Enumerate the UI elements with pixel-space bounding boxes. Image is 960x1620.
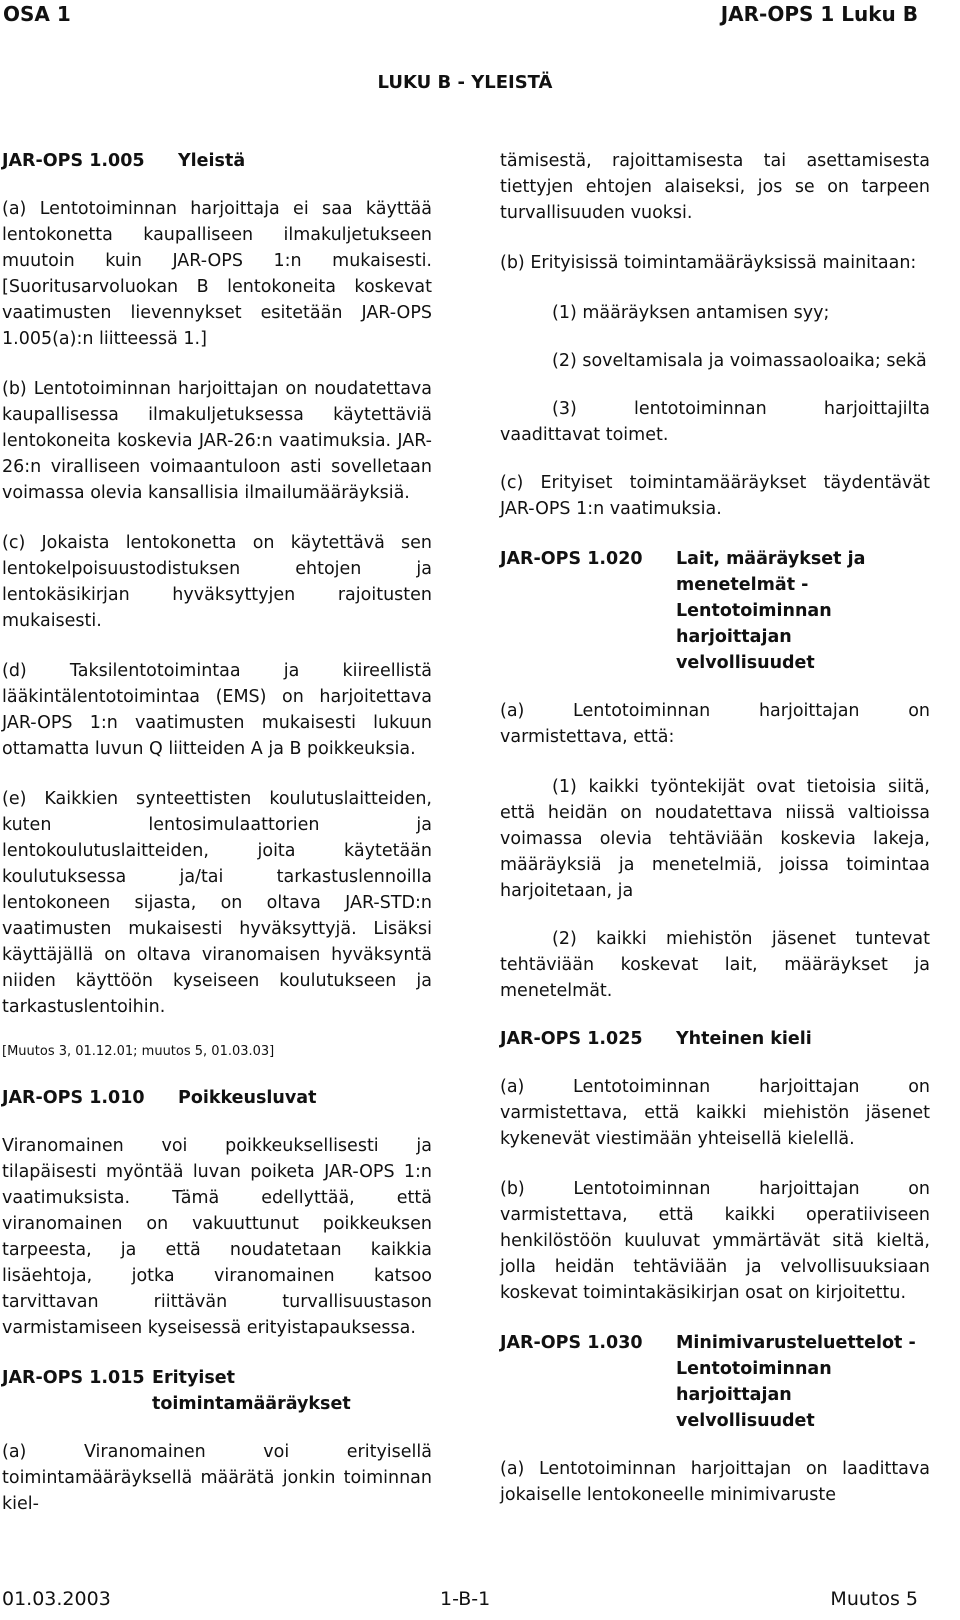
- list-item-1015-b-3: (3) lentotoiminnan harjoittajilta vaadittavat toimet.: [500, 399, 930, 445]
- page-title: LUKU B - YLEISTÄ: [377, 72, 553, 93]
- paragraph-1005-a: (a) Lentotoiminnan harjoittaja ei saa käyttää lentokonetta kaupalliseen ilmakuljetukseen muutoin kuin JAR-OPS 1:n mukaisesti. [Suoritusarvoluokan B lentokoneita koskevat vaatimusten lievennykset esitetään JAR-OPS 1.005(a):n liitteessä 1.]: [2, 199, 432, 349]
- paragraph-1015-b: (b) Erityisissä toimintamääräyksissä mainitaan:: [500, 253, 917, 273]
- section-heading-1020: [500, 546, 930, 676]
- section-title: Yleistä: [178, 151, 246, 171]
- paragraph-1025-a: (a) Lentotoiminnan harjoittajan on varmistettava, että kaikki miehistön jäsenet kykenevät viestimään yhteisellä kielellä.: [500, 1077, 930, 1149]
- section-title: Minimivarusteluettelot - Lentotoiminnan harjoittajan velvollisuudet: [676, 1333, 916, 1431]
- section-heading-1005: [2, 148, 432, 174]
- footer-amendment: Muutos 5: [830, 1588, 918, 1610]
- paragraph-1005-b: (b) Lentotoiminnan harjoittajan on noudatettava kaupallisessa ilmakuljetuksessa käytettäviä lentokoneita koskevia JAR-26:n vaatimuksia. JAR-26:n viralliseen voimaantuloon asti sovelletaan voimassa olevia kansallisia ilmailumääräyksiä.: [2, 379, 432, 503]
- section-heading-1030: [500, 1330, 930, 1434]
- header-left: OSA 1: [3, 2, 71, 26]
- section-heading-1015: [2, 1365, 432, 1417]
- paragraph-1010: Viranomainen voi poikkeuksellisesti ja tilapäisesti myöntää luvan poiketa JAR-OPS 1:n vaatimuksista. Tämä edellyttää, että viranomainen on vakuuttunut poikkeuksen tarpeesta, ja että noudatetaan kaikkia lisäehtoja, jotka viranomainen katsoo tarvittavan riittävän turvallisuustason varmistamiseen kyseisessä erityistapauksessa.: [2, 1136, 432, 1338]
- paragraph-1015-c: (c) Erityiset toimintamääräykset täydentävät JAR-OPS 1:n vaatimuksia.: [500, 473, 930, 519]
- section-code: JAR-OPS 1.010: [2, 1088, 145, 1108]
- section-code: JAR-OPS 1.005: [2, 151, 145, 171]
- section-title: Poikkeusluvat: [178, 1088, 317, 1108]
- section-title: Erityiset toimintamääräykset: [152, 1368, 351, 1414]
- section-title: Yhteinen kieli: [676, 1029, 812, 1049]
- list-item-1015-b-2: (2) soveltamisala ja voimassaoloaika; sekä: [552, 351, 927, 371]
- amendment-note: [Muutos 3, 01.12.01; muutos 5, 01.03.03]: [2, 1044, 275, 1059]
- section-code: JAR-OPS 1.020: [500, 549, 643, 569]
- paragraph-1015-a-continued: tämisestä, rajoittamisesta tai asettamisesta tiettyjen ehtojen alaiseksi, jos se on tarpeen turvallisuuden vuoksi.: [500, 151, 930, 223]
- footer-date: 01.03.2003: [2, 1588, 111, 1610]
- list-item-1020-a-1: (1) kaikki työntekijät ovat tietoisia siitä, että heidän on noudatettava niissä valtioissa voimassa olevia tehtäviään koskevia lakeja, määräyksiä ja menetelmiä, joissa toimintaa harjoitetaan, ja: [500, 777, 930, 901]
- paragraph-1025-b: (b) Lentotoiminnan harjoittajan on varmistettava, että kaikki operatiiviseen henkilöstöön kuuluvat ymmärtävät sitä kieltä, jolla heidän tehtäviään ja velvollisuuksiaan koskevat toimintakäsikirjan osat on kirjoitettu.: [500, 1179, 930, 1303]
- section-code: JAR-OPS 1.015: [2, 1368, 145, 1388]
- header-right: JAR-OPS 1 Luku B: [720, 2, 918, 26]
- section-code: JAR-OPS 1.025: [500, 1029, 643, 1049]
- section-title: Lait, määräykset ja menetelmät - Lentotoiminnan harjoittajan velvollisuudet: [676, 549, 866, 673]
- paragraph-1020-a: (a) Lentotoiminnan harjoittajan on varmistettava, että:: [500, 701, 930, 747]
- right-column: [500, 148, 930, 1532]
- paragraph-1005-d: (d) Taksilentotoimintaa ja kiireellistä lääkintälentotoimintaa (EMS) on harjoitettava JAR-OPS 1:n vaatimusten mukaisesti lukuun ottamatta luvun Q liitteiden A ja B poikkeuksia.: [2, 661, 432, 759]
- footer-page-number: 1-B-1: [440, 1588, 491, 1610]
- section-heading-1025: [500, 1026, 930, 1052]
- section-code: JAR-OPS 1.030: [500, 1333, 643, 1353]
- paragraph-1015-a: (a) Viranomainen voi erityisellä toimintamääräyksellä määrätä jonkin toiminnan kiel-: [2, 1442, 432, 1514]
- left-column: [2, 148, 432, 1541]
- paragraph-1030-a: (a) Lentotoiminnan harjoittajan on laadittava jokaiselle lentokoneelle minimivaruste: [500, 1459, 930, 1505]
- list-item-1015-b-1: (1) määräyksen antamisen syy;: [552, 303, 830, 323]
- paragraph-1005-e: (e) Kaikkien synteettisten koulutuslaitteiden, kuten lentosimulaattorien ja lentokoulutuslaitteiden, joita käytetään koulutuksessa ja/tai tarkastuslennoilla lentokoneen sijasta, on oltava JAR-STD:n vaatimusten mukaisesti hyväksyttyjä. Lisäksi käyttäjällä on oltava viranomaisen hyväksyntä niiden käyttöön kyseiseen koulutukseen ja tarkastuslentoihin.: [2, 789, 432, 1017]
- section-heading-1010: [2, 1085, 432, 1111]
- paragraph-1005-c: (c) Jokaista lentokonetta on käytettävä sen lentokelpoisuustodistuksen ehtojen ja lentokäsikirjan hyväksyttyjen rajoitusten mukaisesti.: [2, 533, 432, 631]
- list-item-1020-a-2: (2) kaikki miehistön jäsenet tuntevat tehtäviään koskevat lait, määräykset ja menetelmät.: [500, 929, 930, 1001]
